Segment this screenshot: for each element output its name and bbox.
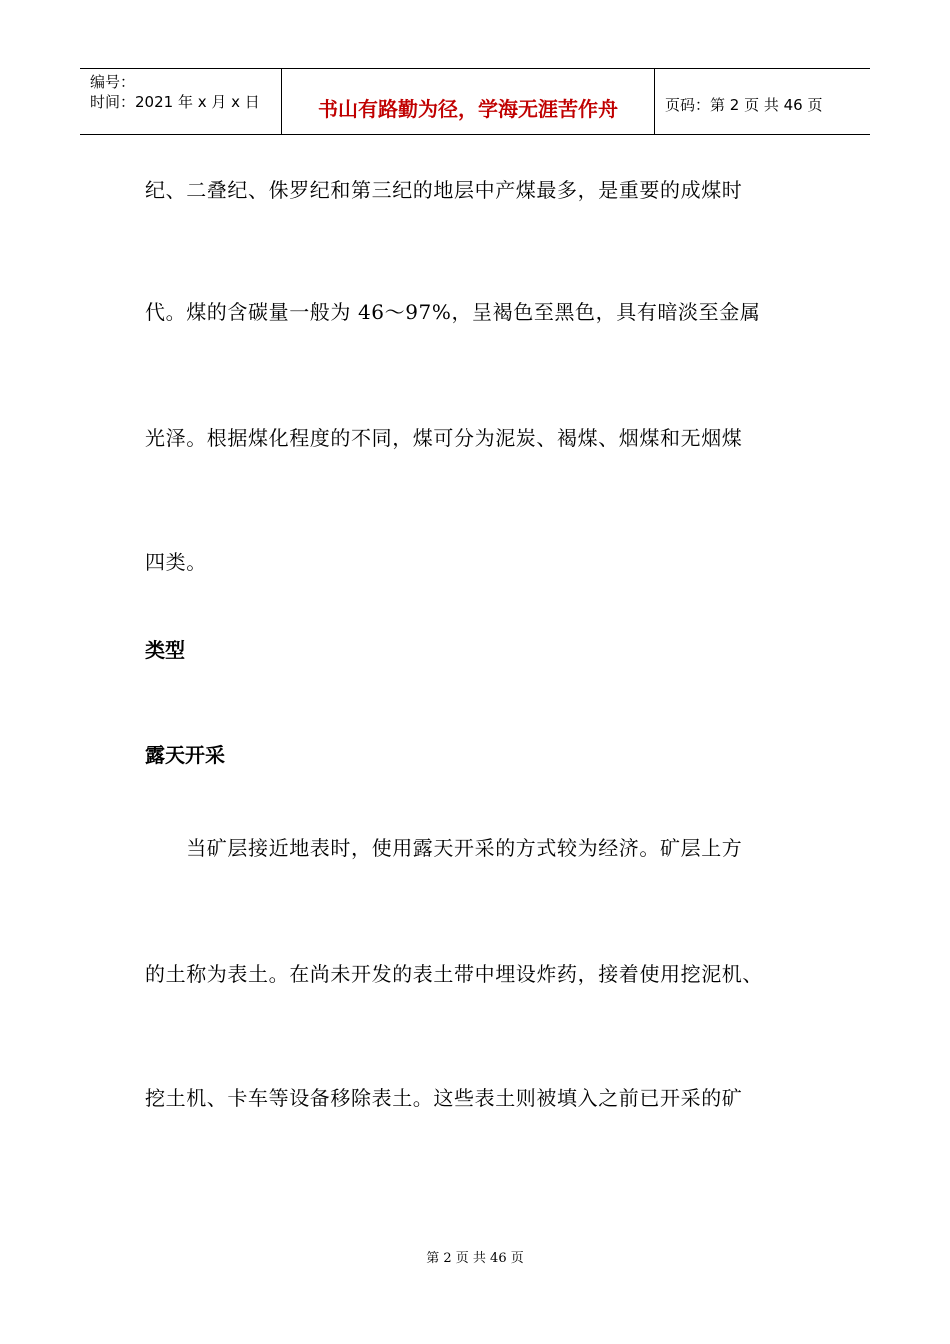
body-line: 光泽。根据煤化程度的不同，煤可分为泥炭、褐煤、烟煤和无烟煤 xyxy=(145,426,743,450)
header-right-cell xyxy=(655,69,870,134)
section-heading-type: 类型 xyxy=(145,638,185,662)
body-line: 代。煤的含碳量一般为 46～97%，呈褐色至黑色，具有暗淡至金属 xyxy=(145,300,761,324)
page-header xyxy=(80,68,870,135)
document-time-label: 时间：2021 年 x 月 x 日 xyxy=(90,93,260,111)
body-line: 的土称为表土。在尚未开发的表土带中埋设炸药，接着使用挖泥机、 xyxy=(145,962,763,986)
header-page-info: 页码：第 2 页 共 46 页 xyxy=(665,96,823,114)
body-line: 挖土机、卡车等设备移除表土。这些表土则被填入之前已开采的矿 xyxy=(145,1086,743,1110)
body-line: 纪、二叠纪、侏罗纪和第三纪的地层中产煤最多，是重要的成煤时 xyxy=(145,178,743,202)
header-motto: 书山有路勤为径，学海无涯苦作舟 xyxy=(318,97,618,121)
body-line: 当矿层接近地表时，使用露天开采的方式较为经济。矿层上方 xyxy=(145,836,743,860)
section-heading-open-pit: 露天开采 xyxy=(145,743,225,767)
header-middle-cell xyxy=(281,69,655,134)
page-footer: 第 2 页 共 46 页 xyxy=(426,1251,524,1266)
body-line: 四类。 xyxy=(145,550,207,574)
header-left-cell xyxy=(80,69,281,134)
document-number-label: 编号： xyxy=(90,73,136,91)
